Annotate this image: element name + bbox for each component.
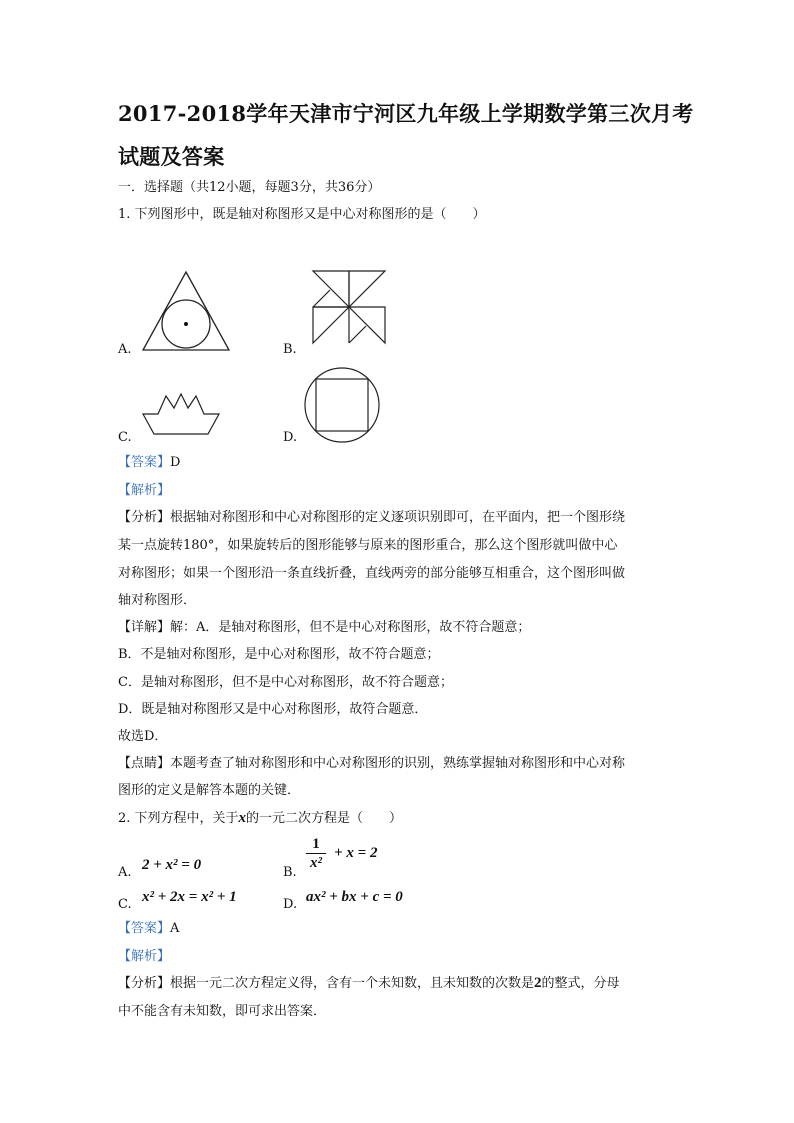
q1-stem: 1. 下列图形中，既是轴对称图形又是中心对称图形的是（ ）	[118, 207, 486, 222]
q1-fenxi-line4: 轴对称图形．	[118, 593, 197, 608]
q2-equation-b-denominator: x²	[310, 855, 322, 871]
q1-fenxi-line2: 某一点旋转180°，如果旋转后的图形能够与原来的图形重合，那么这个图形就叫做中心	[118, 538, 618, 553]
q2-fenxi-text1-post: 的整式，分母	[541, 976, 620, 991]
q1-xiangjie-line1	[118, 621, 530, 634]
q1-jiexi-tag: 【解析】	[118, 483, 171, 498]
q2-equation-b-rest: + x = 2	[334, 845, 378, 861]
q1-option-b-label: B.	[283, 342, 297, 357]
q1-xiangjie-line4: D．既是轴对称图形又是中心对称图形，故符合题意．	[118, 702, 428, 717]
figure-b-pinwheel	[308, 266, 390, 348]
q2-answer-tag: 【答案】	[118, 921, 171, 936]
q2-option-a-label: A.	[118, 865, 132, 880]
q2-option-c-label: C.	[118, 897, 132, 912]
q1-option-d-label: D.	[283, 430, 298, 445]
fraction-bar	[306, 853, 326, 854]
q1-xiangjie-line3: C．是轴对称图形，但不是中心对称图形，故不符合题意；	[118, 675, 453, 690]
q1-answer-tag: 【答案】	[118, 455, 171, 470]
figure-c-boat	[140, 390, 222, 438]
q2-stem-post: 的一元二次方程是（ ）	[246, 811, 403, 826]
q2-equation-d: ax² + bx + c = 0	[306, 889, 403, 905]
q1-answer: D	[170, 455, 181, 470]
q2-stem	[118, 812, 402, 825]
q1-dianjing-line2: 图形的定义是解答本题的关键．	[118, 783, 301, 798]
figure-d-circle-square	[302, 365, 382, 445]
q2-fenxi-text1-pre: 根据一元二次方程定义得，含有一个未知数，且未知数的次数是	[170, 976, 535, 991]
q1-fenxi-line1	[118, 511, 625, 524]
q1-xiangjie-line5: 故选D．	[118, 729, 168, 744]
q1-fenxi-text1: 根据轴对称图形和中心对称图形的定义逐项识别即可，在平面内，把一个图形绕	[170, 510, 626, 525]
q2-answer: A	[170, 921, 180, 936]
q2-equation-b-numerator: 1	[312, 836, 320, 852]
q2-equation-a: 2 + x² = 0	[142, 857, 202, 873]
q2-fenxi-number: 2	[534, 975, 542, 991]
q2-fenxi-line2: 中不能含有未知数，即可求出答案．	[118, 1004, 327, 1019]
q1-option-a-label: A.	[118, 342, 132, 357]
q1-option-c-label: C.	[118, 430, 132, 445]
q1-xiangjie-tag: 【详解】	[118, 620, 171, 635]
q2-answer-line	[118, 922, 179, 935]
q2-fenxi-tag: 【分析】	[118, 976, 171, 991]
q2-equation-c: x² + 2x = x² + 1	[142, 889, 237, 905]
q2-fenxi-line1	[118, 977, 620, 990]
figure-a-triangle-circle	[140, 268, 232, 354]
q2-stem-var: x	[238, 810, 247, 826]
q1-dianjing-line1	[118, 757, 625, 770]
q1-xiangjie-line2: B．不是轴对称图形，是中心对称图形，故不符合题意；	[118, 647, 440, 662]
q2-stem-pre: 2. 下列方程中，关于	[118, 811, 239, 826]
q1-fenxi-tag: 【分析】	[118, 510, 171, 525]
section-header: 一．选择题（共12小题，每题3分，共36分）	[118, 180, 381, 195]
q1-xiangjie-text1: 解：A．是轴对称图形，但不是中心对称图形，故不符合题意；	[170, 620, 531, 635]
q1-dianjing-tag: 【点睛】	[118, 756, 171, 771]
q1-dianjing-text1: 本题考查了轴对称图形和中心对称图形的识别，熟练掌握轴对称图形和中心对称	[170, 756, 626, 771]
q2-option-b-label: B.	[283, 865, 297, 880]
page-title-line1: 2017-2018学年天津市宁河区九年级上学期数学第三次月考	[118, 101, 694, 126]
q1-answer-line	[118, 456, 180, 469]
q2-option-d-label: D.	[283, 897, 298, 912]
q1-fenxi-line3: 对称图形；如果一个图形沿一条直线折叠，直线两旁的部分能够互相重合，这个图形叫做	[118, 566, 626, 581]
page-title-line2: 试题及答案	[118, 144, 225, 169]
q2-equation-b	[306, 836, 377, 871]
q2-jiexi-tag: 【解析】	[118, 949, 171, 964]
